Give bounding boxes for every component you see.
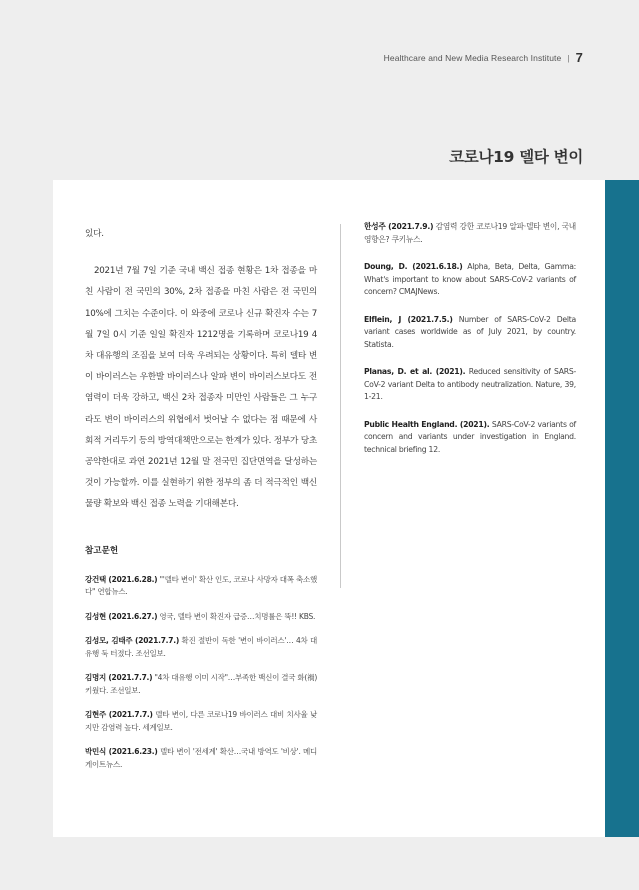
reference-item xyxy=(85,611,317,624)
reference-text: 델타 변이 '전세계' 확산…국내 방역도 '비상'. 메디게이트뉴스. xyxy=(85,747,317,769)
reference-text: Reduced sensitivity of SARS-CoV-2 variant Delta to antibody neutralization. Nature, 39, 1-21. xyxy=(364,367,576,401)
reference-author: Public Health England. (2021). xyxy=(364,419,490,429)
reference-item xyxy=(85,746,317,771)
content-panel xyxy=(53,180,605,837)
reference-item xyxy=(85,574,317,599)
column-divider xyxy=(340,224,341,588)
reference-text: Number of SARS-CoV-2 Delta variant cases worldwide as of July 2021, by country. Statista. xyxy=(364,314,577,349)
reference-item xyxy=(85,672,317,697)
right-column xyxy=(364,221,576,456)
reference-item xyxy=(85,635,317,660)
reference-text: 델타 변이, 다른 코로나19 바이러스 대비 치사율 낮지만 감염력 높다. 세계일보. xyxy=(85,710,317,732)
reference-author: Elflein, J (2021.7.5.) xyxy=(364,314,453,324)
reference-text: 감염력 강한 코로나19 알파·델타 변이, 국내 영향은? 쿠키뉴스. xyxy=(364,222,576,244)
accent-side-bar xyxy=(605,180,639,837)
reference-text: 확진 절반이 독한 '변이 바이러스'… 4차 대유행 둑 터졌다. 조선일보. xyxy=(85,636,317,658)
reference-item xyxy=(364,419,576,457)
reference-text: 영국, 델타 변이 확진자 급증…치명률은 뚝!! KBS. xyxy=(157,611,316,621)
reference-author: 김성모, 김태주 (2021.7.7.) xyxy=(85,636,180,646)
reference-author: 강건택 (2021.6.28.) xyxy=(85,574,158,584)
reference-text: Alpha, Beta, Delta, Gamma: What's important to know about SARS-CoV-2 variants of concern? CMAJNews. xyxy=(364,262,576,296)
body-paragraph: 2021년 7월 7일 기준 국내 백신 접종 현황은 1차 접종을 마친 사람이 전 국민의 30%, 2차 접종을 마친 사람은 전 국민의 10%에 그치는 수준이다. 이 와중에 코로나 신규 확진자 수는 7월 7일 0시 기준 일일 확진자 1212명을 기록하며 코로나19 4차 대유행의 조짐을 보여 더욱 우려되는 상황이다. 특히 델타 변이 바이러스는 우한발 바이러스나 알파 변이 바이러스보다도 전염력이 더욱 강하고, 백신 2차 접종자 미만인 사람들은 그 누구라도 변이 바이러스의 위협에서 벗어날 수 없다는 점 때문에 사회적 거리두기 등의 방역대책만으로는 한계가 있다. 정부가 당초 공약한대로 과연 2021년 12월 말 전국민 집단면역을 달성하는 것이 가능할까. 이를 실현하기 위한 정부의 좀 더 적극적인 백신 물량 확보와 백신 접종 노력을 기대해본다. xyxy=(85,266,317,510)
reference-text: "'델타 변이' 확산 인도, 코로나 사망자 대폭 축소했다" 연합뉴스. xyxy=(85,574,318,597)
reference-item xyxy=(364,366,576,404)
reference-author: 한성주 (2021.7.9.) xyxy=(364,222,434,231)
reference-author: 김현주 (2021.7.7.) xyxy=(85,710,153,720)
left-column xyxy=(85,224,317,771)
reference-item xyxy=(364,261,576,299)
reference-author: Planas, D. et al. (2021). xyxy=(364,367,466,376)
reference-author: 김명지 (2021.7.7.) xyxy=(85,673,153,683)
header-separator: | xyxy=(567,52,570,63)
continued-text: 있다. xyxy=(85,229,104,239)
references-title: 참고문헌 xyxy=(85,545,119,556)
reference-author: 박민식 (2021.6.23.) xyxy=(85,747,158,757)
reference-text: "4차 대유행 이미 시작"…부족한 백신이 결국 화(禍) 키웠다. 조선일보. xyxy=(85,673,317,695)
reference-text: SARS-CoV-2 variants of concern and variants under investigation in England. technical briefing 12. xyxy=(364,419,576,454)
reference-item xyxy=(85,709,317,734)
running-header xyxy=(384,50,583,65)
reference-author: 김성현 (2021.6.27.) xyxy=(85,611,158,621)
institute-name: Healthcare and New Media Research Institute xyxy=(383,52,562,63)
page-number: 7 xyxy=(575,50,583,65)
section-title: 코로나19 델타 변이 xyxy=(449,148,583,166)
reference-item xyxy=(364,221,576,246)
reference-item xyxy=(364,314,576,352)
reference-author: Doung, D. (2021.6.18.) xyxy=(364,262,463,271)
